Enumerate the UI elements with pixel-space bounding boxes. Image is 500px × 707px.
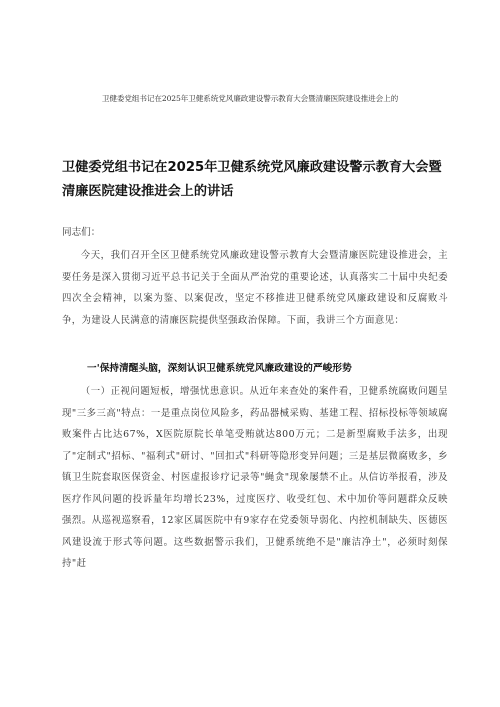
running-header: 卫健委党组书记在2025年卫健系统党风廉政建设警示教育大会暨清廉医院建设推进会上的 xyxy=(101,94,399,103)
body-paragraph: 今天，我们召开全区卫健系统党风廉政建设警示教育大会暨清廉医院建设推进会，主要任务是深入贯彻习近平总书记关于全面从严治党的重要论述，认真落实二十届中央纪委四次全会精神，以案为鉴、以案促改，坚定不移推进卫健系统党风廉政建设和反腐败斗争，为建设人民满意的清廉医院提供坚强政治保障。下面，我讲三个方面意见： xyxy=(62,250,448,326)
body-paragraph: （一）正视问题短板，增强忧患意识。从近年来查处的案件看，卫健系统腐败问题呈现"三多三高"特点：一是重点岗位风险多，药品器械采购、基建工程、招标投标等领域腐败案件占比达67%，X医院原院长单笔受贿就达800万元；二是新型腐败手法多，出现了"定制式"招标、"福利式"研讨、"回扣式"科研等隐形变异问题；三是基层微腐败多，乡镇卫生院套取医保资金、村医虚报诊疗记录等"蝇贪"现象屡禁不止。从信访举报看，涉及医疗作风问题的投诉量年均增长23%，过度医疗、收受红包、术中加价等问题群众反映强烈。从巡视巡察看，12家区属医院中有9家存在党委领导弱化、内控机制缺失、医德医风建设流于形式等问题。这些数据警示我们，卫健系统绝不是"廉洁净土"，必须时刻保持"赶 xyxy=(62,386,448,569)
section-heading: 一'保持清醒头脑，深刻认识卫健系统党风廉政建设的严峻形势 xyxy=(87,363,352,374)
document-title: 卫健委党组书记在2025年卫健系统党风廉政建设警示教育大会暨清廉医院建设推进会上的讲话 xyxy=(62,160,442,199)
salutation: 同志们： xyxy=(62,227,101,238)
